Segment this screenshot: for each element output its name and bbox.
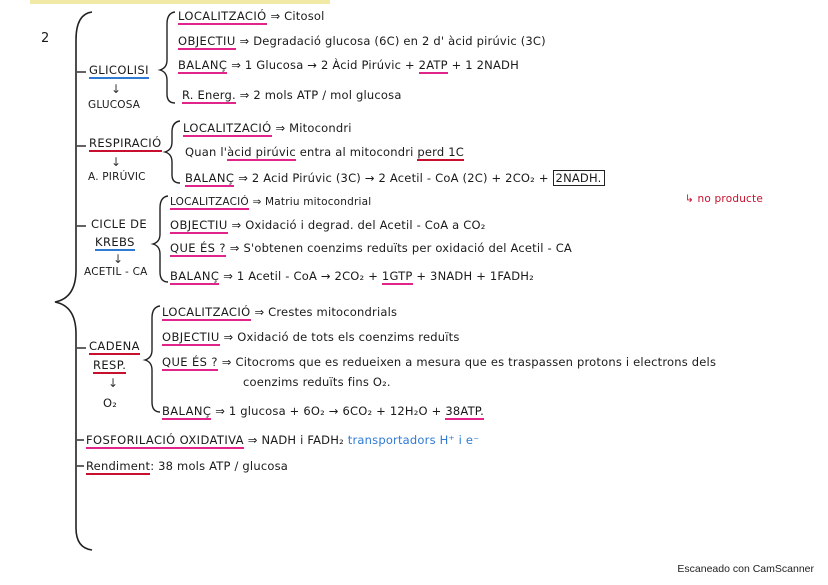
respiracio-substrate: A. PIRÚVIC [88,171,146,183]
krebs-quees: QUE ÉS ? ⇒ S'obtenen coenzims reduïts per oxidació del Acetil - CA [170,241,572,255]
glicolisi-localitzacio: LOCALITZACIÓ ⇒ Citosol [178,9,325,23]
nadh-box: 2NADH. [553,170,605,186]
fosforilacio-label: FOSFORILACIÓ OXIDATIVA [86,433,244,447]
cadena-title-2: RESP. [93,358,127,372]
krebs-title-2: KREBS [95,235,135,249]
rendiment-label: Rendiment [86,459,151,473]
cadena-title-1: CADENA [89,339,140,353]
krebs-localitzacio: LOCALITZACIÓ ⇒ Matriu mitocondrial [170,196,372,208]
glicolisi-title: GLICOLISI [89,63,149,77]
no-producte-note: ↳ no producte [685,193,763,205]
fosforilacio-line: FOSFORILACIÓ OXIDATIVA ⇒ NADH i FADH₂ transportadors H⁺ i e⁻ [86,433,480,447]
krebs-balanc: BALANÇ ⇒ 1 Acetil - CoA → 2CO₂ + 1GTP + 3NADH + 1FADH₂ [170,269,534,283]
cadena-arrow: ↓ [108,376,119,390]
respiracio-arrow: ↓ [111,155,122,169]
krebs-title-1: CICLE DE [91,217,148,231]
camscanner-watermark: Escaneado con CamScanner [677,563,814,575]
cadena-substrate: O₂ [103,396,118,410]
krebs-objectiu: OBJECTIU ⇒ Oxidació i degrad. del Acetil - CoA a CO₂ [170,218,486,232]
respiracio-title: RESPIRACIÓ [89,136,162,150]
krebs-brace [153,196,168,282]
glicolisi-brace [160,12,175,103]
krebs-arrow: ↓ [113,252,124,266]
glicolisi-objectiu: OBJECTIU ⇒ Degradació glucosa (6C) en 2 d' àcid pirúvic (3C) [178,34,546,48]
cadena-objectiu: OBJECTIU ⇒ Oxidació de tots els coenzims reduïts [162,330,460,344]
cadena-localitzacio: LOCALITZACIÓ ⇒ Crestes mitocondrials [162,305,398,319]
glicolisi-balanc: BALANÇ ⇒ 1 Glucosa → 2 Àcid Pirúvic + 2ATP + 1 2NADH [178,58,519,72]
glicolisi-renerg: R. Energ. ⇒ 2 mols ATP / mol glucosa [182,88,402,102]
glicolisi-substrate: GLUCOSA [88,99,141,111]
cadena-quees: QUE ÉS ? ⇒ Citocroms que es redueixen a mesura que es traspassen protons i electrons dels [162,355,717,369]
cadena-quees-cont: coenzims reduïts fins O₂. [243,375,391,389]
page-number: 2 [41,31,50,46]
rendiment-line: Rendiment: 38 mols ATP / glucosa [86,459,289,473]
respiracio-quan: Quan l'àcid pirúvic entra al mitocondri perd 1C [185,145,465,159]
glicolisi-arrow: ↓ [111,82,122,96]
transportadors-note: transportadors H⁺ i e⁻ [347,433,480,447]
krebs-substrate: ACETIL - CA [84,266,148,278]
respiracio-brace [165,121,180,183]
respiracio-balanc: BALANÇ ⇒ 2 Acid Pirúvic (3C) → 2 Acetil - CoA (2C) + 2CO₂ + 2NADH. [185,171,605,185]
cadena-balanc: BALANÇ ⇒ 1 glucosa + 6O₂ → 6CO₂ + 12H₂O + 38ATP. [162,404,484,418]
cadena-brace [145,306,160,412]
respiracio-localitzacio: LOCALITZACIÓ ⇒ Mitocondri [183,121,352,135]
